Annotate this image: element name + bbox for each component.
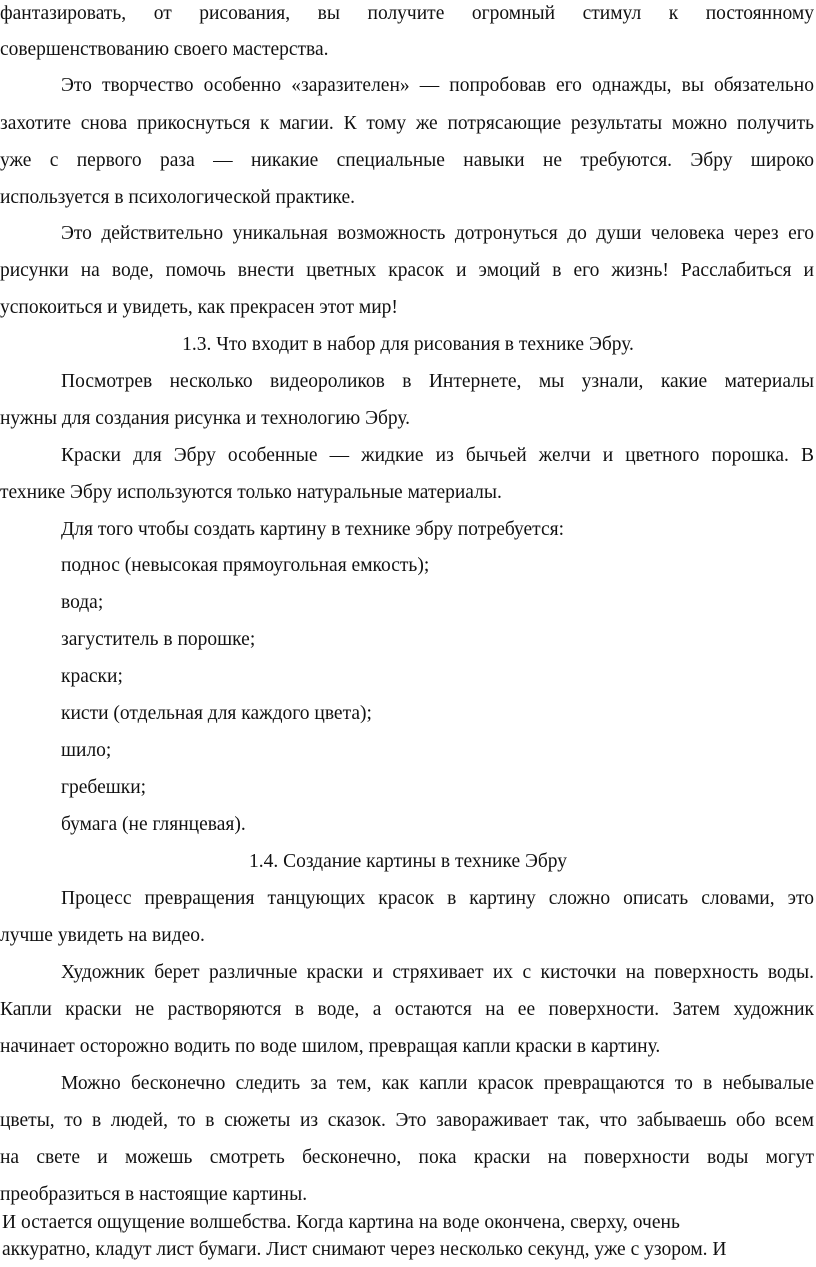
text-line: Это действительно уникальная возможность дотронуться до души человека через его (61, 223, 814, 244)
list-item: вода; (61, 592, 104, 613)
text-line: совершенствованию своего мастерства. (0, 39, 329, 60)
list-item: поднос (невысокая прямоугольная емкость); (61, 555, 430, 576)
text-line: Художник берет различные краски и стряхивает их с кисточки на поверхность воды. (61, 962, 814, 983)
text-line: на свете и можешь смотреть бесконечно, пока краски на поверхности воды могут (0, 1147, 814, 1168)
list-item: кисти (отдельная для каждого цвета); (61, 703, 372, 724)
text-line: Капли краски не растворяются в воде, а остаются на ее поверхности. Затем художник (0, 999, 814, 1020)
text-line: фантазировать, от рисования, вы получите огромный стимул к постоянному (0, 3, 814, 24)
text-line: Посмотрев несколько видеороликов в Интернете, мы узнали, какие материалы (61, 371, 814, 392)
text-line: цветы, то в людей, то в сюжеты из сказок. Это завораживает так, что забываешь обо всем (0, 1110, 814, 1131)
text-line: Это творчество особенно «заразителен» — попробовав его однажды, вы обязательно (61, 75, 814, 96)
text-line: преобразиться в настоящие картины. (0, 1184, 308, 1205)
text-line: Процесс превращения танцующих красок в картину сложно описать словами, это (61, 888, 814, 909)
section-heading: 1.4. Создание картины в технике Эбру (248, 851, 568, 872)
text-line: Для того чтобы создать картину в технике эбру потребуется: (61, 519, 564, 540)
text-line: аккуратно, кладут лист бумаги. Лист снимают через несколько секунд, уже с узором. И (2, 1239, 727, 1260)
list-item: гребешки; (61, 777, 147, 798)
list-item: шило; (61, 740, 112, 761)
text-line: используется в психологической практике. (0, 187, 356, 208)
text-line: лучше увидеть на видео. (0, 925, 205, 946)
text-line: начинает осторожно водить по воде шилом, превращая капли краски в картину. (0, 1036, 661, 1057)
list-item: бумага (не глянцевая). (61, 814, 246, 835)
list-item: краски; (61, 666, 123, 687)
list-item: загуститель в порошке; (61, 629, 256, 650)
text-line: уже с первого раза — никакие специальные навыки не требуются. Эбру широко (0, 150, 814, 171)
text-line: Можно бесконечно следить за тем, как капли красок превращаются то в небывалые (61, 1073, 814, 1094)
text-line: захотите снова прикоснуться к магии. К тому же потрясающие результаты можно получить (0, 113, 814, 134)
text-line: Краски для Эбру особенные — жидкие из бычьей желчи и цветного порошка. В (61, 445, 814, 466)
text-line: технике Эбру используются только натуральные материалы. (0, 482, 502, 503)
text-line: нужны для создания рисунка и технологию Эбру. (0, 408, 411, 429)
text-line: И остается ощущение волшебства. Когда картина на воде окончена, сверху, очень (2, 1212, 680, 1233)
section-heading: 1.3. Что входит в набор для рисования в технике Эбру. (182, 334, 634, 355)
text-line: успокоиться и увидеть, как прекрасен этот мир! (0, 297, 398, 318)
text-line: рисунки на воде, помочь внести цветных красок и эмоций в его жизнь! Расслабиться и (0, 260, 814, 281)
